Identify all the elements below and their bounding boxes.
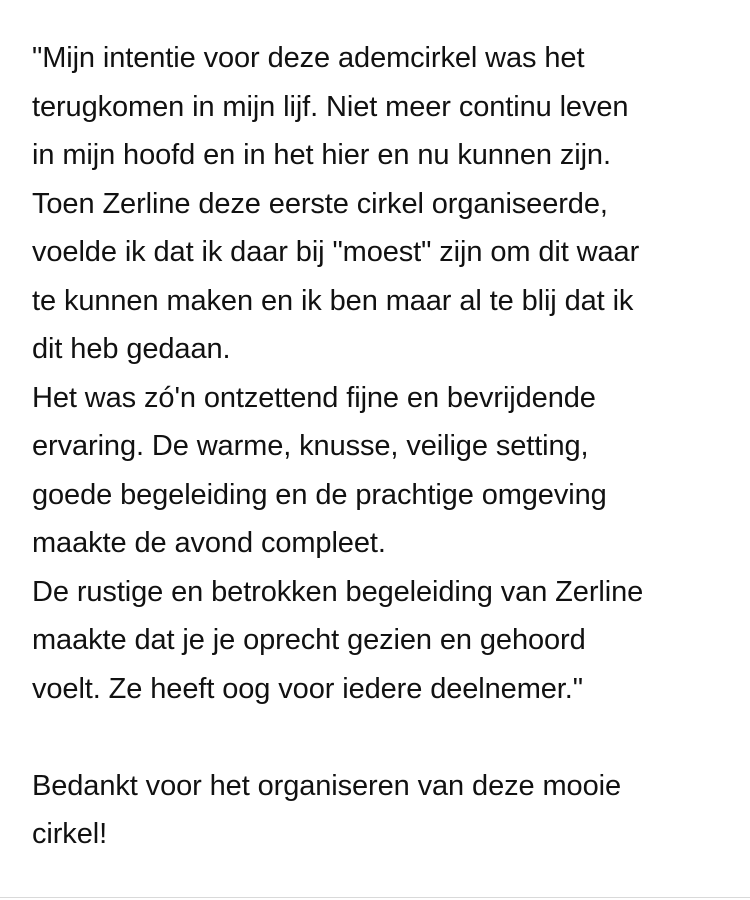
message-line: dit heb gedaan. [32, 333, 231, 365]
message-line: ervaring. De warme, knusse, veilige setting, [32, 430, 589, 462]
message-line: maakte dat je je oprecht gezien en gehoord [32, 624, 586, 656]
message-line: Bedankt voor het organiseren van deze mooie [32, 769, 621, 802]
message-text [32, 34, 732, 859]
message-line: in mijn hoofd en in het hier en nu kunnen zijn. [32, 139, 611, 171]
message-line: cirkel! [32, 818, 108, 850]
message-line: voelt. Ze heeft oog voor iedere deelnemer." [32, 672, 583, 705]
message-line: goede begeleiding en de prachtige omgeving [32, 478, 607, 511]
message-line: Het was zó'n ontzettend fijne en bevrijdende [32, 381, 596, 414]
bottom-divider [0, 897, 750, 898]
message-line: maakte de avond compleet. [32, 527, 386, 559]
message-line: Toen Zerline deze eerste cirkel organiseerde, [32, 187, 608, 220]
message-line: "Mijn intentie voor deze ademcirkel was het [32, 42, 585, 74]
message-line: De rustige en betrokken begeleiding van Zerline [32, 575, 644, 608]
message-line: voelde ik dat ik daar bij "moest" zijn om dit waar [32, 236, 640, 268]
message-line: terugkomen in mijn lijf. Niet meer continu leven [32, 90, 629, 123]
message-line: te kunnen maken en ik ben maar al te blij dat ik [32, 284, 634, 317]
paragraph-spacer [32, 713, 732, 762]
